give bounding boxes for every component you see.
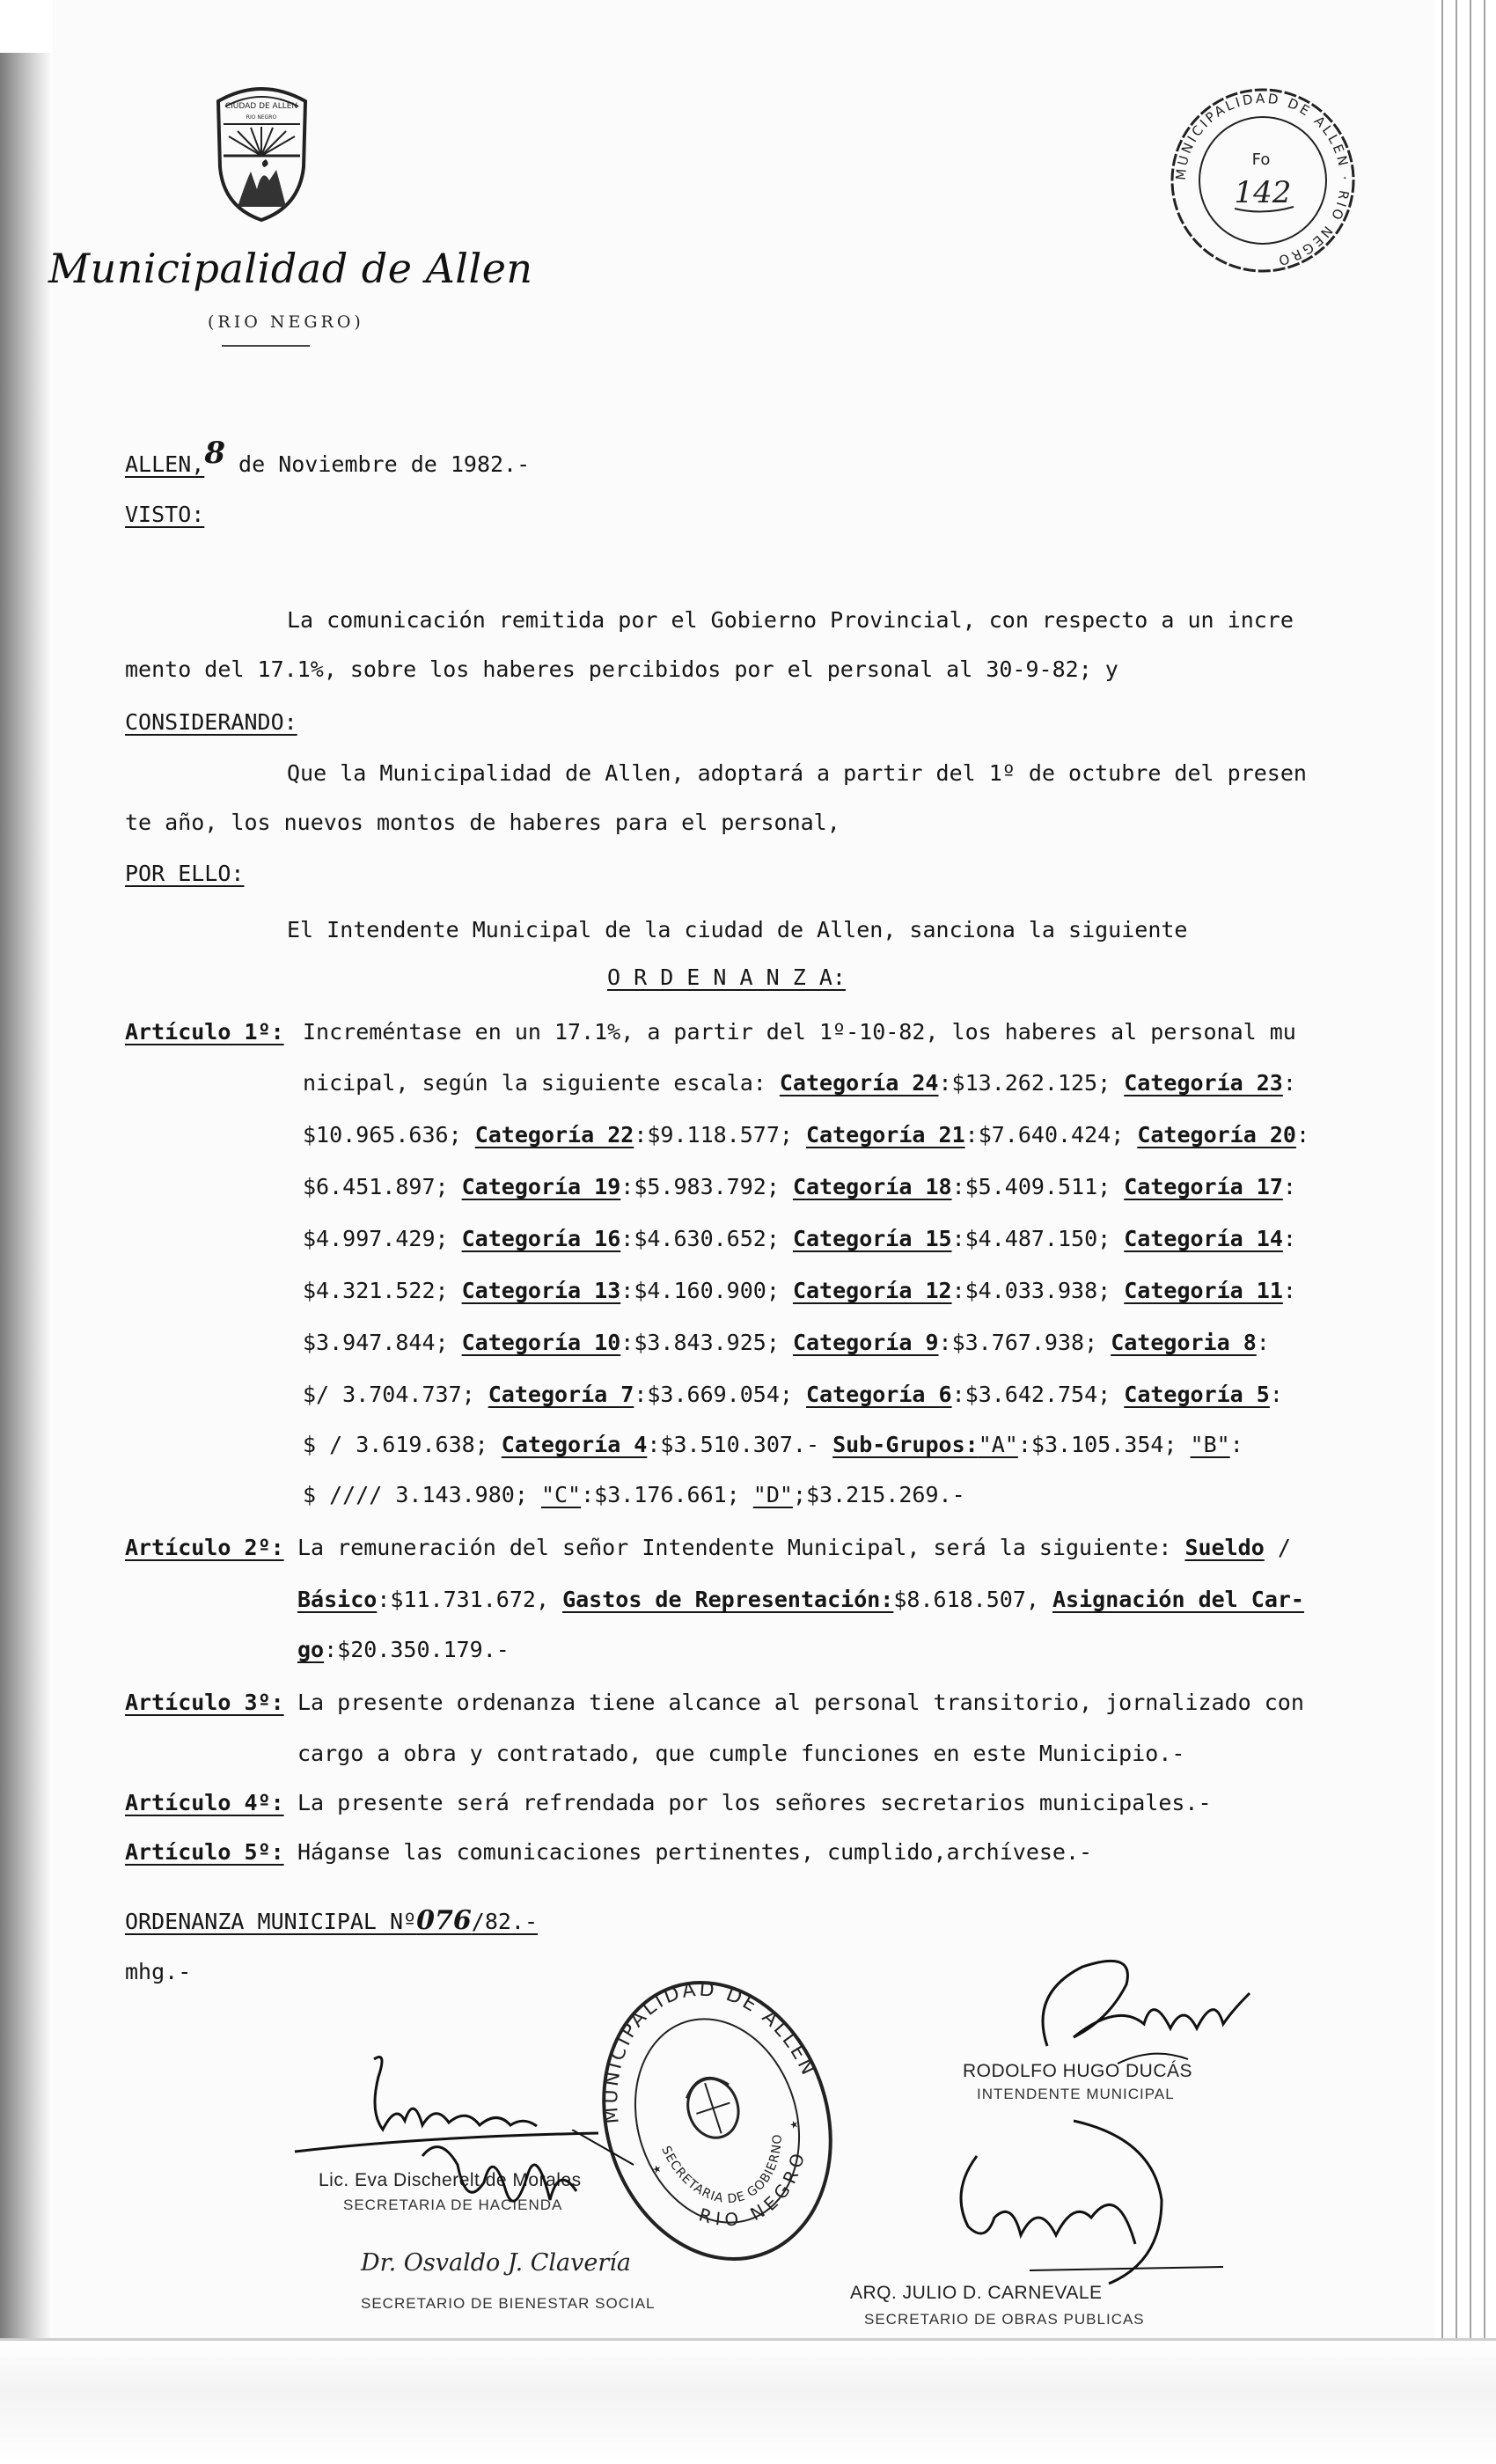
subgroup-amount: $ //// 3.143.980 xyxy=(303,1482,515,1507)
category-label: Categoría 5 xyxy=(1124,1382,1270,1407)
article-3-line-1: La presente ordenanza tiene alcance al personal transitorio, jornalizado con xyxy=(297,1690,1304,1715)
signature-secretario-bienestar xyxy=(352,2130,686,2235)
category-amount: $5.409.511 xyxy=(964,1174,1098,1199)
signatory-role: SECRETARIO DE BIENESTAR SOCIAL xyxy=(361,2295,656,2312)
category-label: Categoría 22 xyxy=(474,1122,634,1148)
scan-left-edge xyxy=(0,53,53,2358)
category-amount: $3.669.054 xyxy=(647,1382,780,1407)
category-label: Categoría 15 xyxy=(792,1226,952,1251)
category-amount: $ / 3.619.638 xyxy=(303,1432,475,1457)
category-label: Categoría 20 xyxy=(1137,1122,1296,1148)
considerando-heading: CONSIDERANDO: xyxy=(125,709,297,735)
article-3-line-2: cargo a obra y contratado, que cumple funciones en este Municipio.- xyxy=(297,1741,1185,1766)
signature-intendente xyxy=(994,1940,1276,2068)
subgroup-label: "D" xyxy=(752,1482,793,1507)
article-2-line-3: go:$20.350.179.- xyxy=(297,1637,510,1662)
por-ello-heading: POR ELLO: xyxy=(125,861,245,886)
article-5-label: Artículo 5º: xyxy=(125,1839,284,1865)
category-amount: $4.487.150 xyxy=(964,1226,1098,1251)
date-text: de Noviembre de 1982.- xyxy=(224,451,531,477)
letterhead-rule xyxy=(222,345,310,347)
svg-text:CIUDAD DE ALLEN: CIUDAD DE ALLEN xyxy=(224,102,298,111)
category-amount: $9.118.577 xyxy=(647,1122,780,1148)
handwritten-ordenanza-number: 076 xyxy=(416,1905,472,1936)
svg-text:RIO NEGRO: RIO NEGRO xyxy=(246,114,277,121)
signatory-name: RODOLFO HUGO DUCÁS xyxy=(963,2061,1193,2081)
visto-line-1: La comunicación remitida por el Gobierno Provincial, con respecto a un incre xyxy=(287,607,1294,633)
category-label: Categoría 14 xyxy=(1124,1226,1283,1251)
signatory-role: SECRETARIO DE OBRAS PUBLICAS xyxy=(864,2311,1145,2328)
article-1-line-1: Increméntase en un 17.1%, a partir del 1º-10-82, los haberes al personal mu xyxy=(303,1019,1296,1045)
scan-right-edge xyxy=(1434,0,1496,2464)
category-amount: $3.947.844 xyxy=(303,1330,436,1355)
scan-bottom-edge xyxy=(0,2338,1496,2464)
folio-stamp xyxy=(1166,84,1360,277)
category-amount: $3.642.754 xyxy=(964,1382,1098,1407)
category-label: Categoría 13 xyxy=(461,1278,621,1303)
por-ello-line-1: El Intendente Municipal de la ciudad de Allen, sanciona la siguiente xyxy=(287,917,1188,942)
signatory-role: SECRETARIA DE HACIENDA xyxy=(343,2196,563,2213)
category-amount: $10.965.636 xyxy=(303,1122,449,1148)
category-label: Categoría 12 xyxy=(792,1278,952,1303)
article-1-line-6: $4.321.522; Categoría 13:$4.160.900; Categoría 12:$4.033.938; Categoría 11: xyxy=(303,1278,1296,1303)
svg-text:SECRETARIA DE GOBIERNO: SECRETARIA DE GOBIERNO xyxy=(658,2133,785,2207)
article-1-line-7: $3.947.844; Categoría 10:$3.843.925; Categoría 9:$3.767.938; Categoria 8: xyxy=(303,1330,1270,1355)
category-label: Categoría 6 xyxy=(806,1382,952,1407)
category-label: Categoría 7 xyxy=(488,1382,634,1407)
category-amount: $4.033.938 xyxy=(964,1278,1098,1303)
article-4-label: Artículo 4º: xyxy=(125,1790,284,1815)
municipal-crest-logo xyxy=(211,84,312,224)
svg-text:MUNICIPALIDAD DE ALLEN · RIO N: MUNICIPALIDAD DE ALLEN · RIO NEGRO xyxy=(1172,90,1353,269)
visto-heading: VISTO: xyxy=(125,502,205,527)
article-1-line-5: $4.997.429; Categoría 16:$4.630.652; Categoría 15:$4.487.150; Categoría 14: xyxy=(303,1226,1296,1251)
typist-initials: mhg.- xyxy=(125,1959,192,1984)
article-1-line-2: nicipal, según la siguiente escala: Categoría 24:$13.262.125; Categoría 23: xyxy=(303,1070,1296,1096)
category-label: Categoría 24 xyxy=(779,1070,939,1096)
category-label: Categoría 23 xyxy=(1124,1070,1283,1096)
subgroup-amount: $3.105.354 xyxy=(1030,1432,1164,1457)
category-amount: $4.160.900 xyxy=(634,1278,766,1303)
svg-text:★: ★ xyxy=(649,2158,664,2177)
subgroup-label: "B" xyxy=(1190,1432,1230,1457)
signatory-name: ARQ. JULIO D. CARNEVALE xyxy=(850,2283,1103,2303)
article-2-line-1: La remuneración del señor Intendente Municipal, será la siguiente: Sueldo / xyxy=(297,1535,1291,1560)
subgroup-label: "A" xyxy=(978,1432,1018,1457)
place-label: ALLEN, xyxy=(125,451,205,477)
article-2-line-2: Básico:$11.731.672, Gastos de Representación:$8.618.507, Asignación del Car- xyxy=(297,1587,1304,1612)
handwritten-day: 8 xyxy=(204,436,225,471)
category-amount: $4.997.429 xyxy=(303,1226,436,1251)
article-1-line-3: $10.965.636; Categoría 22:$9.118.577; Categoría 21:$7.640.424; Categoría 20: xyxy=(303,1122,1309,1148)
category-amount: $/ 3.704.737 xyxy=(303,1382,462,1407)
category-label: Categoría 19 xyxy=(461,1174,621,1199)
article-3-label: Artículo 3º: xyxy=(125,1690,284,1715)
subgroup-label: "C" xyxy=(540,1482,582,1507)
signature-secretario-obras xyxy=(942,2112,1232,2288)
category-label: Categoria 8 xyxy=(1111,1330,1257,1355)
category-label: Categoría 21 xyxy=(806,1122,965,1148)
category-amount: $3.767.938 xyxy=(951,1330,1085,1355)
article-4-text: La presente será refrendada por los señores secretarios municipales.- xyxy=(297,1790,1212,1815)
folio-number: 142 xyxy=(1234,175,1292,210)
province-label: (RIO NEGRO) xyxy=(208,312,364,332)
category-amount: $13.262.125 xyxy=(951,1070,1098,1096)
category-label: Categoría 11 xyxy=(1124,1278,1283,1303)
subgroup-amount: $3.176.661 xyxy=(594,1482,727,1507)
subgroups-label: Sub-Grupos: xyxy=(832,1432,979,1457)
category-label: Categoría 9 xyxy=(792,1330,939,1355)
category-amount: $4.321.522 xyxy=(303,1278,436,1303)
article-1-line-8: $/ 3.704.737; Categoría 7:$3.669.054; Categoría 6:$3.642.754; Categoría 5: xyxy=(303,1382,1283,1407)
category-amount: $3.843.925 xyxy=(634,1330,766,1355)
visto-line-2: mento del 17.1%, sobre los haberes percibidos por el personal al 30-9-82; y xyxy=(125,656,1118,682)
ordenanza-title: O R D E N A N Z A: xyxy=(607,964,846,990)
category-amount: $7.640.424 xyxy=(978,1122,1111,1148)
svg-text:★: ★ xyxy=(787,2114,801,2133)
category-amount: $5.983.792 xyxy=(634,1174,766,1199)
date-line xyxy=(125,436,531,480)
category-label: Categoría 16 xyxy=(461,1226,621,1251)
category-amount: $3.510.307.- xyxy=(660,1432,820,1457)
folio-label: Fo xyxy=(1251,150,1271,169)
category-amount: $6.451.897 xyxy=(303,1174,436,1199)
article-1-line-9: $ / 3.619.638; Categoría 4:$3.510.307.- Sub-Grupos:"A":$3.105.354; "B": xyxy=(303,1432,1243,1457)
article-5-text: Háganse las comunicaciones pertinentes, cumplido,archívese.- xyxy=(297,1839,1093,1865)
article-1-line-10: $ //// 3.143.980; "C":$3.176.661; "D";$3.215.269.- xyxy=(303,1482,965,1507)
signatory-name: Dr. Osvaldo J. Clavería xyxy=(361,2249,632,2277)
signatory-name: Lic. Eva Discherelt de Morales xyxy=(319,2170,582,2190)
ordenanza-number-line: ORDENANZA MUNICIPAL Nº076/82.- xyxy=(125,1905,539,1936)
category-label: Categoría 4 xyxy=(501,1432,648,1457)
article-2-label: Artículo 2º: xyxy=(125,1535,284,1560)
category-label: Categoría 10 xyxy=(461,1330,621,1355)
category-label: Categoría 17 xyxy=(1124,1174,1283,1199)
article-1-label: Artículo 1º: xyxy=(125,1019,284,1045)
signatory-role: INTENDENTE MUNICIPAL xyxy=(977,2086,1175,2102)
municipality-name: Municipalidad de Allen xyxy=(48,245,533,292)
considerando-line-2: te año, los nuevos montos de haberes para el personal, xyxy=(125,810,840,835)
subgroup-amount: $3.215.269.- xyxy=(806,1482,965,1507)
considerando-line-1: Que la Municipalidad de Allen, adoptará a partir del 1º de octubre del presen xyxy=(287,760,1307,786)
category-label: Categoría 18 xyxy=(792,1174,952,1199)
article-1-line-4: $6.451.897; Categoría 19:$5.983.792; Categoría 18:$5.409.511; Categoría 17: xyxy=(303,1174,1296,1199)
svg-text:MUNICIPALIDAD DE ALLEN: MUNICIPALIDAD DE ALLEN xyxy=(599,1978,820,2125)
category-amount: $4.630.652 xyxy=(634,1226,766,1251)
svg-text:RIO NEGRO: RIO NEGRO xyxy=(696,2146,810,2231)
